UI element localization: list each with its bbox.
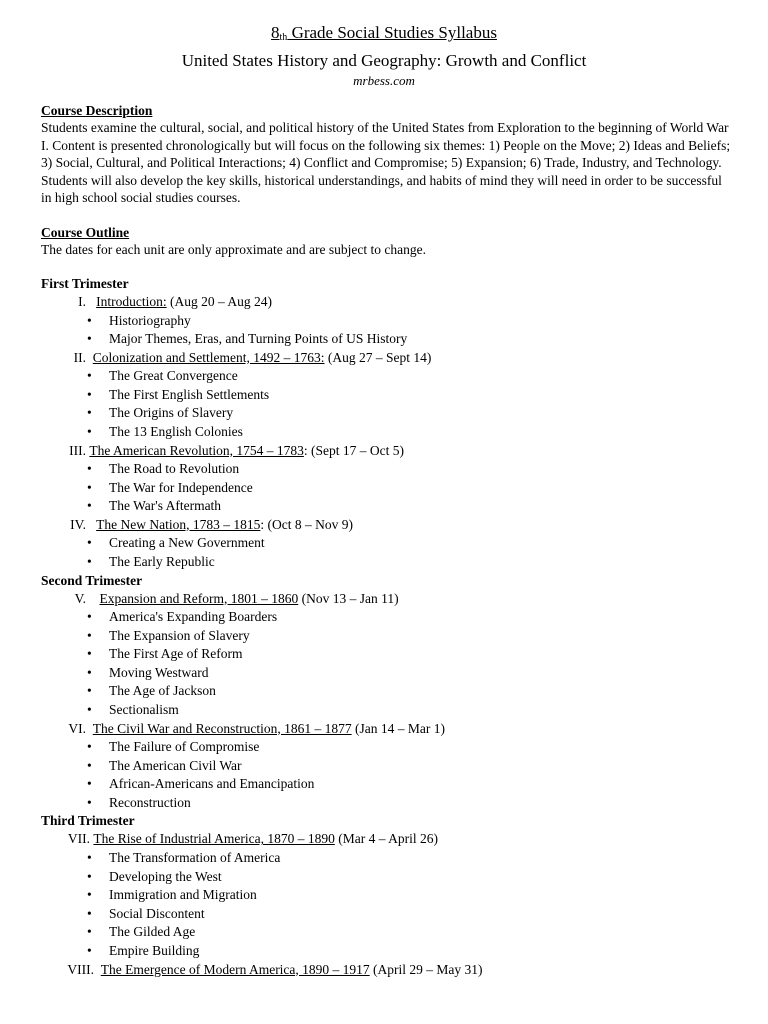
grade-suffix: th [279,32,288,43]
unit-dates: (Nov 13 – Jan 11) [298,590,399,606]
unit-dates: (Aug 20 – Aug 24) [170,294,272,309]
list-item: • Historiography [41,312,731,331]
list-item: • The Origins of Slavery [41,404,731,423]
course-outline-heading: Course Outline [41,224,130,240]
grade-number: 8 [271,23,280,42]
unit-title: The American Revolution, 1754 – 1783 [89,442,304,458]
unit-title: The New Nation, 1783 – 1815 [96,516,261,532]
unit-title: Colonization and Settlement, 1492 – 1763: [92,349,325,365]
trimester-heading-first: First Trimester [41,276,129,291]
list-item: • The War's Aftermath [41,497,731,516]
list-item: • Moving Westward [41,664,731,683]
unit-5: V. Expansion and Reform, 1801 – 1860 (Nov 13 – Jan 11) [74,590,399,606]
list-item: • Social Discontent [41,905,731,924]
unit-title: Expansion and Reform, 1801 – 1860 [99,590,299,606]
list-item: • Major Themes, Eras, and Turning Points of US History [41,330,731,349]
list-item: • The Gilded Age [41,923,731,942]
unit-dates: : (Oct 8 – Nov 9) [260,516,353,532]
unit-dates: (Mar 4 – April 26) [334,831,438,847]
course-description-text: Students examine the cultural, social, and political history of the United States from Exploration to the beginning of World War I. Content is presented chronologically but will focus on the following six themes: 1) People on the Move; 2) Ideas and Beliefs; 3) Social, Cultural, and Political Interactions; 4) Conflict and Compromise; 5) Expansion; 6) Trade, Industry, and Technology. Students will also develop the key skills, historical understandings, and habits of mind they will need in order to be successful in high school social studies courses. [41,120,731,205]
unit-4: IV. The New Nation, 1783 – 1815: (Oct 8 – Nov 9) [70,516,353,532]
list-item: • America's Expanding Boarders [41,608,731,627]
list-item: • Creating a New Government [41,534,731,553]
list-item: • Empire Building [41,942,731,961]
list-item: • The 13 English Colonies [41,423,731,442]
unit-6: VI. The Civil War and Reconstruction, 1861 – 1877 (Jan 14 – Mar 1) [68,720,445,736]
course-outline-note: The dates for each unit are only approximate and are subject to change. [41,241,426,257]
list-item: • The War for Independence [41,479,731,498]
unit-dates: (Aug 27 – Sept 14) [327,349,432,365]
unit-2: II. Colonization and Settlement, 1492 – 1763: (Aug 27 – Sept 14) [73,349,432,365]
unit-title: Introduction: [96,294,167,309]
document-header [0,0,768,90]
list-item: • The Early Republic [41,553,731,572]
unit-title: The Civil War and Reconstruction, 1861 – 1877 [92,720,352,736]
unit-1: I. Introduction: (Aug 20 – Aug 24) [78,294,272,309]
unit-title: The Emergence of Modern America, 1890 – 1917 [100,961,370,977]
list-item: • The First Age of Reform [41,645,731,664]
list-item: • The Road to Revolution [41,460,731,479]
list-item: • The Great Convergence [41,367,731,386]
document-title [0,22,768,49]
list-item: • Sectionalism [41,701,731,720]
document-body [41,102,731,979]
list-item: • Immigration and Migration [41,886,731,905]
list-item: • Developing the West [41,868,731,887]
list-item: • The American Civil War [41,757,731,776]
title-text: Grade Social Studies Syllabus [291,23,497,42]
document-subtitle: United States History and Geography: Growth and Conflict [181,51,587,70]
list-item: • The Expansion of Slavery [41,627,731,646]
list-item: • Reconstruction [41,794,731,813]
list-item: • The First English Settlements [41,386,731,405]
unit-dates: (Jan 14 – Mar 1) [351,720,445,736]
unit-3: III. The American Revolution, 1754 – 1783: (Sept 17 – Oct 5) [69,442,404,458]
list-item: • The Failure of Compromise [41,738,731,757]
spacer [41,258,731,275]
unit-8: VIII. The Emergence of Modern America, 1890 – 1917 (April 29 – May 31) [67,961,483,977]
list-item: • African-Americans and Emancipation [41,775,731,794]
trimester-heading-third: Third Trimester [41,813,135,829]
list-item: • The Transformation of America [41,849,731,868]
list-item: • The Age of Jackson [41,682,731,701]
site-name: mrbess.com [353,73,415,88]
unit-dates: : (Sept 17 – Oct 5) [303,442,404,458]
trimester-heading-second: Second Trimester [41,572,143,588]
spacer [41,207,731,224]
unit-dates: (April 29 – May 31) [369,961,483,977]
unit-title: The Rise of Industrial America, 1870 – 1890 [93,831,335,847]
unit-7: VII. The Rise of Industrial America, 1870 – 1890 (Mar 4 – April 26) [67,831,438,847]
course-description-heading: Course Description [41,103,153,118]
